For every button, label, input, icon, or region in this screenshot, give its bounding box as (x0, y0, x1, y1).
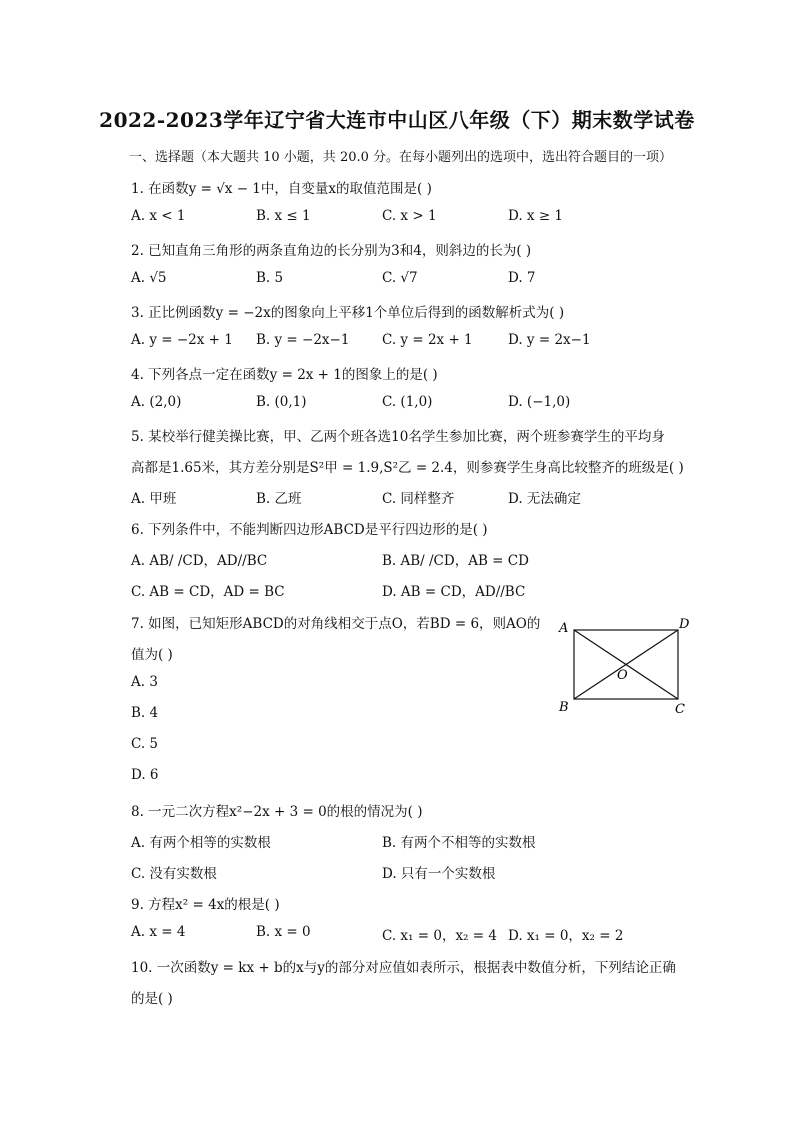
question-10-stem: 10. 一次函数y = kx + b的x与y的部分对应值如表所示，根据表中数值分析，下列结论正确 (131, 960, 676, 976)
question-10-stem-cont: 的是( ) (131, 991, 173, 1007)
q9-option-c: C. x₁ = 0，x₂ = 4 (382, 928, 497, 944)
q4-option-c: C. (1,0) (382, 394, 433, 410)
q8-option-c: C. 没有实数根 (131, 866, 217, 882)
rectangle-diagonals-figure (555, 612, 705, 722)
question-8-stem: 8. 一元二次方程x²−2x + 3 = 0的根的情况为( ) (131, 804, 423, 820)
question-2-stem: 2. 已知直角三角形的两条直角边的长分别为3和4，则斜边的长为( ) (131, 243, 532, 259)
question-7-stem: 7. 如图，已知矩形ABCD的对角线相交于点O，若BD = 6，则AO的 (131, 616, 541, 632)
question-1-stem: 1. 在函数y = √x − 1中，自变量x的取值范围是( ) (131, 181, 432, 197)
q6-option-b: B. AB/ /CD，AB = CD (382, 553, 529, 569)
q5-option-d: D. 无法确定 (508, 491, 581, 507)
q8-option-d: D. 只有一个实数根 (382, 866, 496, 882)
q4-option-a: A. (2,0) (131, 394, 182, 410)
q1-option-b: B. x ≤ 1 (256, 208, 311, 224)
q5-option-c: C. 同样整齐 (382, 491, 455, 507)
q4-option-b: B. (0,1) (256, 394, 307, 410)
q2-option-c: C. √7 (382, 270, 418, 286)
q4-option-d: D. (−1,0) (508, 394, 571, 410)
q2-option-d: D. 7 (508, 270, 536, 286)
question-5-stem: 5. 某校举行健美操比赛，甲、乙两个班各选10名学生参加比赛，两个班参赛学生的平均身 (131, 429, 665, 445)
q3-option-d: D. y = 2x−1 (508, 332, 591, 348)
q1-option-a: A. x < 1 (131, 208, 186, 224)
q6-option-d: D. AB = CD，AD//BC (382, 584, 526, 600)
q2-option-b: B. 5 (256, 270, 284, 286)
label-o: O (617, 668, 628, 683)
q3-option-a: A. y = −2x + 1 (131, 332, 233, 348)
q9-option-d: D. x₁ = 0，x₂ = 2 (508, 928, 624, 944)
label-c: C (675, 702, 685, 717)
page-title: 2022-2023学年辽宁省大连市中山区八年级（下）期末数学试卷 (99, 108, 695, 132)
q8-option-a: A. 有两个相等的实数根 (131, 835, 271, 851)
q7-option-b: B. 4 (131, 705, 159, 721)
q2-option-a: A. √5 (131, 270, 167, 286)
question-7-stem-cont: 值为( ) (131, 647, 173, 663)
label-b: B (559, 700, 569, 715)
q7-option-c: C. 5 (131, 736, 159, 752)
q9-option-b: B. x = 0 (256, 924, 311, 940)
question-4-stem: 4. 下列各点一定在函数y = 2x + 1的图象上的是( ) (131, 367, 438, 383)
q6-option-a: A. AB/ /CD，AD//BC (131, 553, 268, 569)
label-a: A (559, 621, 569, 636)
q7-option-a: A. 3 (131, 674, 158, 690)
q3-option-c: C. y = 2x + 1 (382, 332, 473, 348)
question-6-stem: 6. 下列条件中，不能判断四边形ABCD是平行四边形的是( ) (131, 522, 488, 538)
q8-option-b: B. 有两个不相等的实数根 (382, 835, 536, 851)
q9-option-a: A. x = 4 (131, 924, 186, 940)
q6-option-c: C. AB = CD，AD = BC (131, 584, 285, 600)
q5-option-a: A. 甲班 (131, 491, 177, 507)
q1-option-c: C. x > 1 (382, 208, 437, 224)
section-heading: 一、选择题（本大题共 10 小题，共 20.0 分。在每小题列出的选项中，选出符合题目的一项） (129, 150, 673, 165)
question-5-stem-cont: 高都是1.65米，其方差分别是S²甲 = 1.9,S²乙 = 2.4，则参赛学生身高比较整齐的班级是( ) (131, 460, 684, 476)
label-d: D (679, 617, 690, 632)
question-9-stem: 9. 方程x² = 4x的根是( ) (131, 897, 280, 913)
q3-option-b: B. y = −2x−1 (256, 332, 350, 348)
q7-option-d: D. 6 (131, 767, 159, 783)
q5-option-b: B. 乙班 (256, 491, 302, 507)
question-3-stem: 3. 正比例函数y = −2x的图象向上平移1个单位后得到的函数解析式为( ) (131, 305, 565, 321)
q1-option-d: D. x ≥ 1 (508, 208, 564, 224)
